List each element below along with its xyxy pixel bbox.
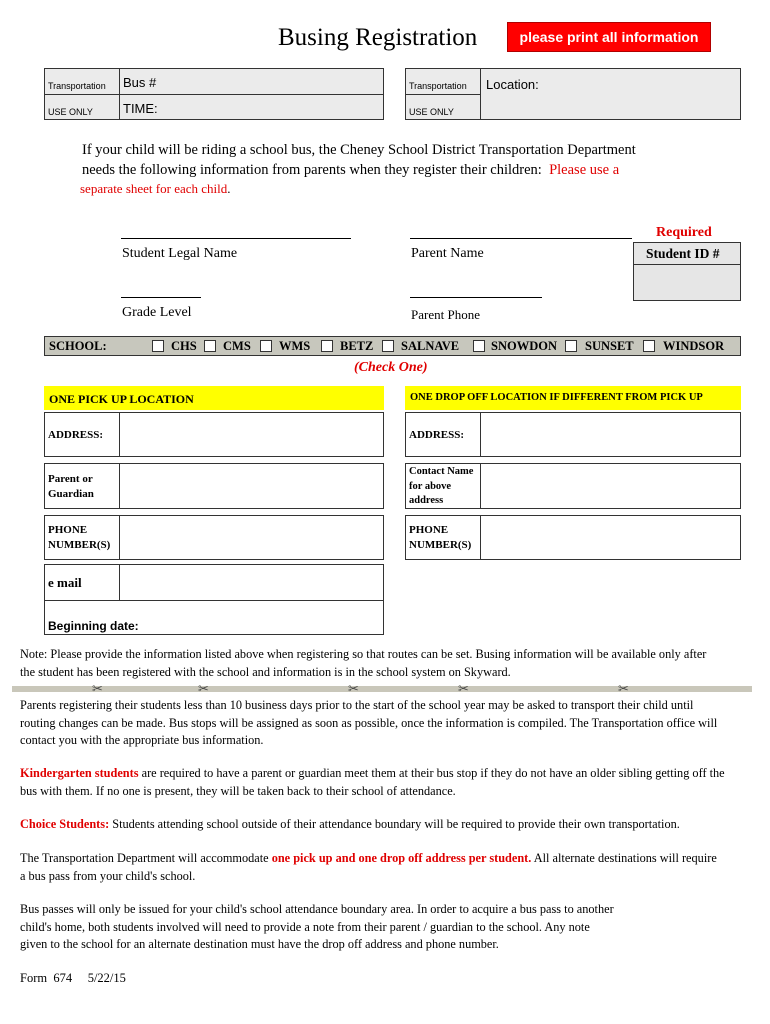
school-betz: BETZ [340, 339, 374, 353]
pickup-address-label: ADDRESS: [48, 429, 104, 441]
cut-line [12, 686, 752, 692]
intro-line-2 [82, 160, 682, 180]
student-name-label: Student Legal Name [122, 246, 238, 261]
dropoff-phone-field[interactable] [405, 515, 741, 560]
intro-line-3 [80, 181, 231, 197]
checkbox-cms[interactable] [204, 340, 216, 352]
k-line-2: bus with them. If no one is present, they will be taken back to their school of attendance. [20, 783, 456, 798]
k-red: Kindergarten students [20, 766, 139, 780]
intro-line-1: If your child will be riding a school bus, the Cheney School District Transportation Department [82, 142, 636, 158]
b-line-2: child's home, both students involved will need to provide a note from their parent / guardian to the school. Any note [20, 919, 590, 934]
required-label: Required [656, 225, 712, 240]
scissors-icon: ✂ [348, 682, 359, 697]
bus-pass-paragraph [20, 901, 750, 954]
note-text [20, 646, 750, 681]
student-id-label: Student ID # [646, 246, 720, 261]
transport-use-right [405, 68, 741, 120]
transport-use-left [44, 68, 384, 120]
grade-label: Grade Level [122, 305, 192, 320]
beginning-date-input[interactable] [165, 602, 381, 634]
grade-input[interactable] [121, 297, 201, 298]
checkbox-chs[interactable] [152, 340, 164, 352]
email-date-box [44, 564, 384, 635]
pickup-address-field[interactable] [44, 412, 384, 457]
t-b: All alternate destinations will require [531, 851, 717, 865]
school-salnave: SALNAVE [401, 339, 460, 353]
checkbox-salnave[interactable] [382, 340, 394, 352]
dropoff-contact-l3: address [409, 495, 444, 506]
school-wms: WMS [279, 339, 311, 353]
parent-name-input[interactable] [410, 238, 632, 239]
scissors-icon: ✂ [458, 682, 469, 697]
location-field[interactable]: Location: [486, 77, 539, 92]
email-input[interactable] [121, 566, 381, 599]
beginning-date-label: Beginning date: [48, 619, 139, 633]
use-only-label: USE ONLY [48, 107, 93, 117]
school-snowdon: SNOWDON [491, 339, 557, 353]
pickup-guardian-l1: Parent or [48, 473, 93, 485]
parent-name-label: Parent Name [411, 246, 484, 261]
school-cms: CMS [223, 339, 251, 353]
dropoff-contact-l2: for above [409, 480, 452, 492]
pickup-heading: ONE PICK UP LOCATION [44, 386, 384, 410]
school-sunset: SUNSET [585, 339, 634, 353]
dropoff-phone-label [409, 523, 471, 553]
intro-text [82, 140, 682, 180]
checkbox-wms[interactable] [260, 340, 272, 352]
school-selector [44, 336, 741, 356]
page-title: Busing Registration [278, 24, 478, 51]
t-line-1 [20, 850, 750, 868]
print-notice-text: please print all information [519, 29, 699, 45]
checkbox-betz[interactable] [321, 340, 333, 352]
t-line-2: a bus pass from your child's school. [20, 868, 196, 883]
parent-phone-input[interactable] [410, 297, 542, 298]
student-id-box[interactable] [633, 242, 741, 301]
checkbox-sunset[interactable] [565, 340, 577, 352]
pickup-guardian-field[interactable] [44, 463, 384, 509]
pickup-phone-field[interactable] [44, 515, 384, 560]
intro-period: . [227, 181, 231, 196]
c-rest: Students attending school outside of their attendance boundary will be required to provide their own transportation. [109, 817, 680, 831]
dropoff-contact-field[interactable] [405, 463, 741, 509]
p1-line-1: Parents registering their students less than 10 business days prior to the start of the school year may be asked to transport their child until [20, 698, 694, 712]
checkbox-snowdon[interactable] [473, 340, 485, 352]
transport-label: Transportation [48, 81, 106, 91]
p1-line-2: routing changes can be made. Bus stops will be assigned as soon as possible, once the information is compiled. The Transportation office will [20, 715, 718, 730]
note-line-2: the student has been registered with the school and information is in the school system on Skyward. [20, 664, 511, 679]
c-red: Choice Students: [20, 817, 110, 831]
late-registration-paragraph [20, 697, 750, 750]
accommodation-paragraph [20, 850, 750, 885]
parent-phone-label: Parent Phone [411, 307, 480, 322]
t-a: The Transportation Department will accommodate [20, 851, 272, 865]
b-line-3: given to the school for an alternate destination must have the drop off address and phone number. [20, 937, 499, 951]
note-line-1: Note: Please provide the information listed above when registering so that routes can be set. Busing information will be available only after [20, 647, 707, 661]
scissors-icon: ✂ [618, 682, 629, 697]
intro-red-a: Please use a [549, 162, 620, 178]
b-line-1: Bus passes will only be issued for your child's school attendance boundary area. In order to acquire a bus pass to another [20, 902, 614, 916]
dropoff-address-label: ADDRESS: [409, 429, 465, 441]
student-name-input[interactable] [121, 238, 351, 239]
transport-label: Transportation [409, 81, 467, 91]
form-footer: Form 674 5/22/15 [20, 971, 126, 985]
pickup-guardian-l2: Guardian [48, 488, 94, 500]
t-red: one pick up and one drop off address per student. [271, 851, 532, 865]
kindergarten-paragraph [20, 765, 750, 800]
scissors-icon: ✂ [198, 682, 209, 697]
intro-line-2-text: needs the following information from parents when they register their children: [82, 162, 542, 178]
pickup-guardian-label [48, 472, 94, 502]
school-chs: CHS [171, 339, 197, 353]
dropoff-phone-l2: NUMBER(S) [409, 539, 472, 551]
email-label: e mail [48, 575, 82, 590]
k-line-1 [20, 765, 750, 783]
choice-students-paragraph [20, 816, 750, 834]
print-notice [507, 22, 711, 52]
use-only-label: USE ONLY [409, 107, 454, 117]
dropoff-address-field[interactable] [405, 412, 741, 457]
p1-line-3: contact you with the appropriate bus information. [20, 733, 264, 747]
checkbox-windsor[interactable] [643, 340, 655, 352]
k-rest: are required to have a parent or guardian meet them at their bus stop if they do not have an older sibling getting off the [138, 766, 725, 780]
time-field[interactable]: TIME: [123, 101, 158, 116]
school-label: SCHOOL: [49, 339, 107, 353]
dropoff-heading: ONE DROP OFF LOCATION IF DIFFERENT FROM PICK UP [405, 386, 741, 410]
dropoff-phone-l1: PHONE [409, 524, 449, 536]
school-windsor: WINDSOR [663, 339, 725, 353]
intro-red-b: separate sheet for each child [80, 181, 228, 196]
check-one-note: (Check One) [354, 360, 428, 375]
pickup-phone-l2: NUMBER(S) [48, 539, 111, 551]
dropoff-contact-l1: Contact Name [409, 466, 474, 477]
pickup-phone-label [48, 523, 110, 553]
bus-number-field[interactable]: Bus # [123, 75, 157, 90]
scissors-icon: ✂ [92, 682, 103, 697]
dropoff-contact-label [409, 465, 473, 509]
pickup-phone-l1: PHONE [48, 524, 88, 536]
